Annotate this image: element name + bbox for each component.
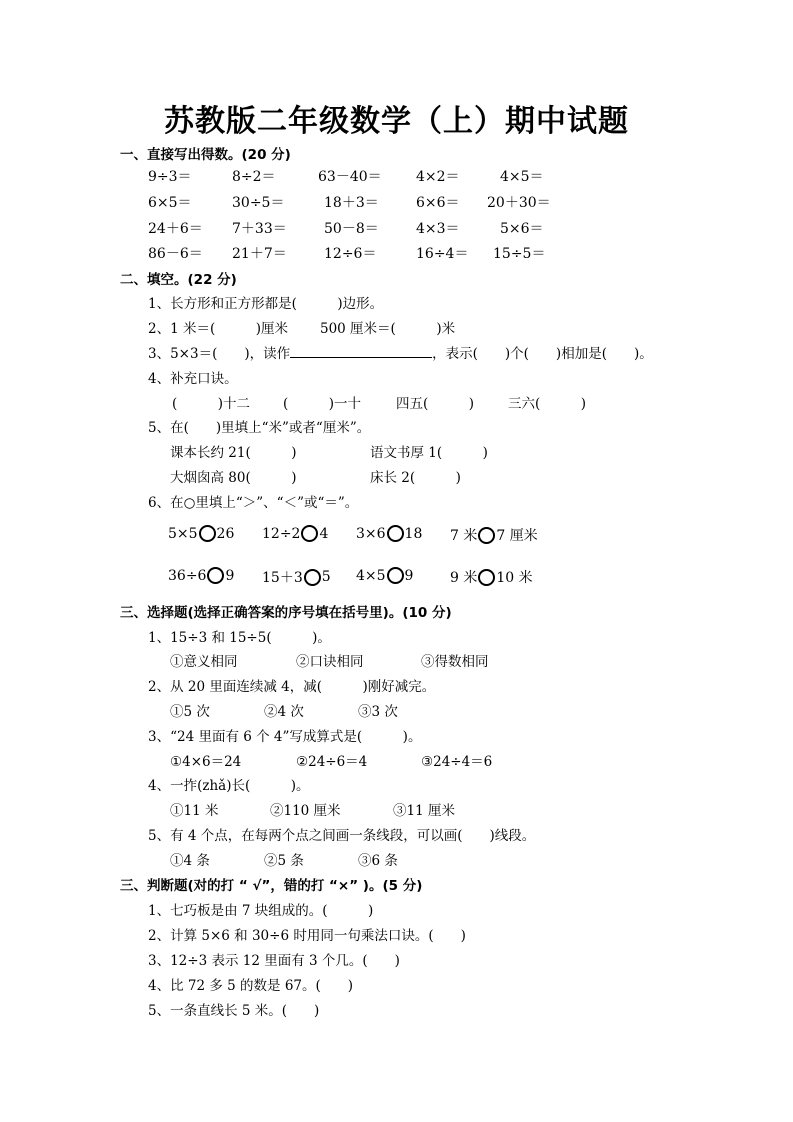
- section-2-heading: 二、填空。(22 分): [120, 272, 237, 288]
- compare-left: 5×5: [168, 525, 198, 542]
- choice-question-2: 2、从 20 里面连续减 4，减( )刚好减完。: [148, 679, 436, 695]
- calc-item: 12÷6＝: [324, 246, 377, 262]
- calc-item: 24＋6＝: [148, 221, 203, 237]
- choice-option: ③11 厘米: [393, 803, 455, 819]
- compare-item: [168, 525, 234, 542]
- judge-question-1: 1、七巧板是由 7 块组成的。( ): [148, 903, 374, 919]
- compare-left: 12÷2: [262, 525, 301, 542]
- choice-option: ①4×6＝24: [170, 754, 242, 770]
- choice-option: ②24÷6＝4: [296, 754, 368, 770]
- fill-question-2b: 500 厘米＝( )米: [320, 321, 456, 337]
- compare-left: 9 米: [450, 570, 478, 586]
- judge-question-2: 2、计算 5×6 和 30÷6 时用同一句乘法口诀。( ): [148, 928, 466, 944]
- judge-question-4: 4、比 72 多 5 的数是 67。( ): [148, 978, 354, 994]
- judge-question-5: 5、一条直线长 5 米。( ): [148, 1003, 320, 1019]
- compare-left: 15＋3: [262, 570, 303, 586]
- calc-item: 6×5＝: [148, 195, 192, 211]
- compare-right: 4: [319, 525, 329, 542]
- compare-right: 9: [404, 567, 414, 584]
- answer-circle[interactable]: [301, 525, 318, 542]
- compare-right: 7 厘米: [496, 528, 538, 544]
- choice-option: ②口诀相同: [296, 654, 364, 670]
- unit-blank: 大烟囱高 80( ): [170, 470, 297, 486]
- fill-question-3-part-a: 3、5×3＝( )，读作: [148, 346, 291, 362]
- calc-item: 4×2＝: [416, 169, 460, 185]
- choice-option: ①5 次: [170, 704, 210, 720]
- choice-option: ③得数相同: [421, 654, 489, 670]
- fill-question-6: 6、在○里填上“＞”、“＜”或“＝”。: [148, 495, 359, 511]
- choice-option: ②4 次: [264, 704, 304, 720]
- compare-item: [356, 567, 413, 584]
- compare-item: [450, 525, 538, 545]
- judge-question-3: 3、12÷3 表示 12 里面有 3 个几。( ): [148, 953, 400, 969]
- compare-item: [450, 567, 533, 587]
- choice-option: ③3 次: [358, 704, 398, 720]
- compare-item: [262, 567, 331, 587]
- compare-item: [168, 567, 234, 584]
- calc-item: 9÷3＝: [148, 169, 192, 185]
- answer-circle[interactable]: [304, 569, 321, 586]
- calc-item: 21＋7＝: [232, 246, 287, 262]
- compare-right: 10 米: [496, 570, 533, 586]
- choice-option: ①4 条: [170, 853, 210, 869]
- calc-item: 8÷2＝: [232, 169, 276, 185]
- choice-question-4: 4、一拃(zhǎ)长( )。: [148, 778, 310, 794]
- calc-item: 16÷4＝: [416, 246, 469, 262]
- compare-left: 36÷6: [168, 567, 207, 584]
- unit-blank: 课本长约 21( ): [170, 445, 297, 461]
- choice-question-1: 1、15÷3 和 15÷5( )。: [148, 630, 331, 646]
- choice-question-5: 5、有 4 个点，在每两个点之间画一条线段，可以画( )线段。: [148, 828, 536, 844]
- fill-question-2a: 2、1 米＝( )厘米: [148, 321, 289, 337]
- answer-blank-line: [290, 345, 432, 358]
- choice-option: ①11 米: [170, 803, 219, 819]
- page-title: 苏教版二年级数学（上）期中试题: [164, 104, 629, 139]
- fill-question-5: 5、在( )里填上“米”或者“厘米”。: [148, 420, 371, 436]
- choice-option: ①意义相同: [170, 654, 238, 670]
- calc-item: 86－6＝: [148, 246, 203, 262]
- answer-circle[interactable]: [387, 525, 404, 542]
- calc-item: 5×6＝: [500, 221, 544, 237]
- answer-circle[interactable]: [387, 567, 404, 584]
- section-4-heading: 三、判断题(对的打 “ √”，错的打 “×” )。(5 分): [120, 878, 423, 894]
- calc-item: 7＋33＝: [232, 221, 287, 237]
- choice-question-3: 3、“24 里面有 6 个 4”写成算式是( )。: [148, 729, 422, 745]
- rhyme-blank: ( )一十: [283, 396, 362, 412]
- compare-left: 3×6: [356, 525, 386, 542]
- answer-circle[interactable]: [207, 567, 224, 584]
- answer-circle[interactable]: [199, 525, 216, 542]
- calc-item: 6×6＝: [416, 195, 460, 211]
- compare-left: 4×5: [356, 567, 386, 584]
- compare-right: 9: [225, 567, 235, 584]
- rhyme-blank: 四五( ): [396, 396, 475, 412]
- compare-right: 26: [216, 525, 235, 542]
- compare-right: 5: [321, 569, 331, 585]
- compare-right: 18: [404, 525, 423, 542]
- calc-item: 50－8＝: [324, 221, 379, 237]
- choice-option: ③24÷4＝6: [421, 754, 493, 770]
- choice-option: ②5 条: [264, 853, 304, 869]
- choice-option: ②110 厘米: [270, 803, 341, 819]
- unit-blank: 语文书厚 1( ): [370, 445, 488, 461]
- calc-item: 20＋30＝: [487, 195, 551, 211]
- calc-item: 30÷5＝: [232, 195, 285, 211]
- answer-circle[interactable]: [478, 527, 495, 544]
- calc-item: 4×3＝: [416, 221, 460, 237]
- compare-left: 7 米: [450, 528, 478, 544]
- fill-question-1: 1、长方形和正方形都是( )边形。: [148, 296, 384, 312]
- fill-question-3-part-b: ，表示( )个( )相加是( )。: [432, 346, 653, 362]
- section-3-heading: 三、选择题(选择正确答案的序号填在括号里)。(10 分): [120, 605, 452, 621]
- fill-question-3: [148, 342, 653, 362]
- compare-item: [356, 525, 422, 542]
- calc-item: 4×5＝: [500, 169, 544, 185]
- answer-circle[interactable]: [478, 569, 495, 586]
- compare-item: [262, 525, 328, 542]
- fill-question-4: 4、补充口诀。: [148, 371, 238, 387]
- rhyme-blank: 三六( ): [508, 396, 587, 412]
- calc-item: 18＋3＝: [324, 195, 379, 211]
- choice-option: ③6 条: [358, 853, 398, 869]
- unit-blank: 床长 2( ): [370, 470, 461, 486]
- section-1-heading: 一、直接写出得数。(20 分): [120, 147, 291, 163]
- calc-item: 63－40＝: [318, 169, 382, 185]
- calc-item: 15÷5＝: [493, 246, 546, 262]
- rhyme-blank: ( )十二: [172, 396, 251, 412]
